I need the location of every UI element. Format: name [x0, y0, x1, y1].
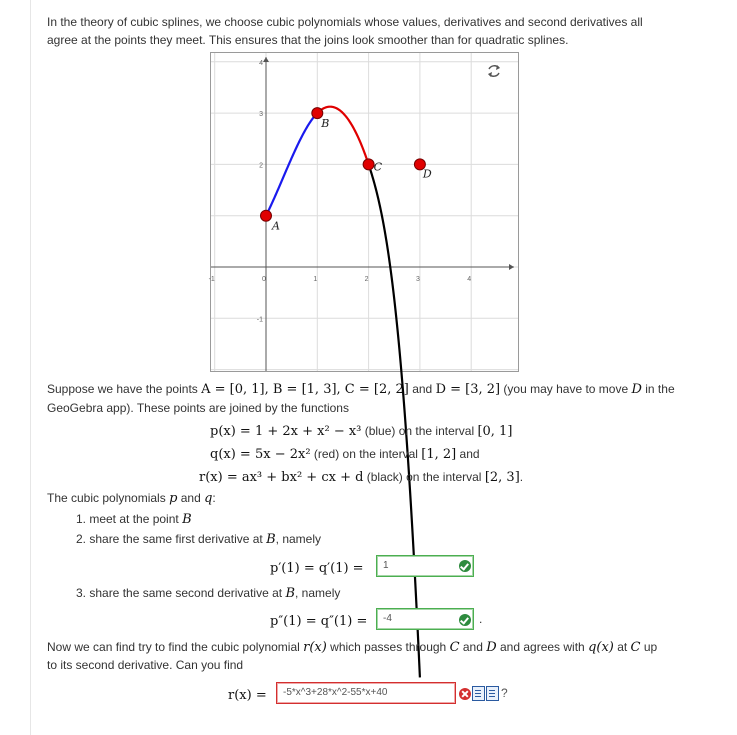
- incorrect-icon: [459, 688, 471, 700]
- point-a[interactable]: [261, 210, 272, 221]
- point-label: C: [373, 160, 383, 174]
- y-tick-label: 4: [259, 59, 263, 67]
- x-tick-label: 1: [313, 276, 318, 283]
- q1-math: p′(1) = q′(1) =: [270, 561, 364, 576]
- function-r: [199, 470, 523, 485]
- now-text: which passes through: [326, 640, 450, 654]
- now-text: and: [459, 640, 487, 654]
- function-p: [210, 424, 512, 439]
- b-symbol: B: [182, 512, 192, 527]
- now-line-1: [47, 640, 657, 655]
- list-text: 3. share the same second derivative at: [76, 586, 286, 600]
- first-derivative-input[interactable]: 1: [376, 555, 474, 577]
- curve-r-black: [369, 164, 420, 677]
- correct-icon: [459, 560, 471, 572]
- now-text: and agrees with: [496, 640, 589, 654]
- cubic-line: [47, 491, 216, 506]
- list-text: 2. share the same first derivative at: [76, 532, 267, 546]
- intro-line-1: In the theory of cubic splines, we choose cubic polynomials whose values, derivatives and second derivatives all: [47, 15, 643, 29]
- cubic-text: and: [177, 491, 205, 505]
- x-tick-label: 0: [262, 276, 266, 283]
- q-interval: [1, 2]: [421, 447, 457, 462]
- left-rule: [30, 0, 31, 735]
- x-tick-label: 2: [364, 276, 369, 283]
- q-desc: (red) on the interval: [310, 447, 422, 461]
- point-label: B: [321, 117, 330, 131]
- x-tick-label: 4: [467, 276, 472, 283]
- help-question-mark[interactable]: ?: [501, 686, 508, 700]
- para-text: (you may have to move: [500, 382, 632, 396]
- q2-tail: .: [479, 612, 483, 626]
- y-axis-arrow: [263, 57, 269, 62]
- list-item-1: [76, 512, 192, 527]
- document-icon[interactable]: [486, 686, 499, 701]
- q-symbol: q: [204, 491, 213, 506]
- cubic-r-input[interactable]: -5*x^3+28*x^2-55*x+40: [276, 682, 456, 704]
- b-symbol: B: [285, 586, 296, 601]
- r-math: r(x) = ax³ + bx² + cx + d: [199, 470, 364, 485]
- list-text: 1. meet at the point: [76, 512, 183, 526]
- para-line-2: GeoGebra app). These points are joined by the functions: [47, 401, 349, 415]
- x-axis-arrow: [509, 264, 514, 270]
- function-q: [210, 447, 480, 462]
- q-symbol: q(x): [588, 640, 614, 655]
- document-icon[interactable]: [472, 686, 485, 701]
- b-symbol: B: [266, 532, 276, 547]
- cubic-text: :: [212, 491, 216, 505]
- intro-line-2: agree at the points they meet. This ensures that the joins look smoother than for quadratic splines.: [47, 33, 569, 47]
- y-tick-label: 3: [259, 111, 263, 119]
- correct-icon: [459, 614, 471, 626]
- para-text: Suppose we have the points: [47, 382, 202, 396]
- second-derivative-input[interactable]: -4: [376, 608, 474, 630]
- list-item-2: [76, 532, 321, 547]
- tick-labels: [209, 60, 472, 324]
- q2-math: p″(1) = q″(1) =: [270, 614, 368, 629]
- now-text: at: [613, 640, 631, 654]
- list-item-3: [76, 586, 340, 601]
- point-label: A: [272, 219, 280, 233]
- r-symbol: r(x): [303, 640, 327, 655]
- axes: [208, 57, 514, 371]
- r-desc: (black) on the interval: [363, 470, 485, 484]
- point-c[interactable]: [363, 159, 374, 170]
- c-symbol: C: [630, 640, 641, 655]
- q-tail: and: [456, 447, 480, 461]
- now-text: up: [640, 640, 658, 654]
- list-text: , namely: [295, 586, 341, 600]
- r-tail: .: [519, 470, 524, 484]
- q3-math: r(x) =: [228, 688, 267, 703]
- cubic-text: The cubic polynomials: [47, 491, 170, 505]
- x-tick-label: -1: [208, 276, 215, 283]
- q-math: q(x) = 5x − 2x²: [210, 447, 311, 462]
- d-math: D: [631, 382, 642, 397]
- para-line-1: [47, 382, 675, 397]
- para-text: and: [408, 382, 436, 396]
- now-text: Now we can find try to find the cubic polynomial: [47, 640, 304, 654]
- list-text: , namely: [275, 532, 322, 546]
- point-d-math: D = [3, 2]: [435, 382, 501, 397]
- p-math: p(x) = 1 + 2x + x² − x³: [210, 424, 362, 439]
- point-label: D: [422, 167, 432, 181]
- now-line-2: to its second derivative. Can you find: [47, 658, 244, 672]
- reset-icon[interactable]: [488, 65, 500, 77]
- para-text: in the: [641, 382, 675, 396]
- x-tick-label: 3: [415, 276, 420, 283]
- p-symbol: p: [169, 491, 178, 506]
- curve-q-red: [317, 107, 368, 165]
- y-tick-label: 2: [259, 162, 263, 170]
- r-interval: [2, 3]: [484, 470, 520, 485]
- p-desc: (blue) on the interval: [361, 424, 478, 438]
- c-symbol: C: [449, 640, 460, 655]
- y-tick-label: -1: [256, 316, 263, 324]
- d-symbol: D: [486, 640, 497, 655]
- points-math: A = [0, 1], B = [1, 3], C = [2, 2]: [201, 382, 409, 397]
- geogebra-graph[interactable]: [210, 52, 519, 372]
- p-interval: [0, 1]: [477, 424, 513, 439]
